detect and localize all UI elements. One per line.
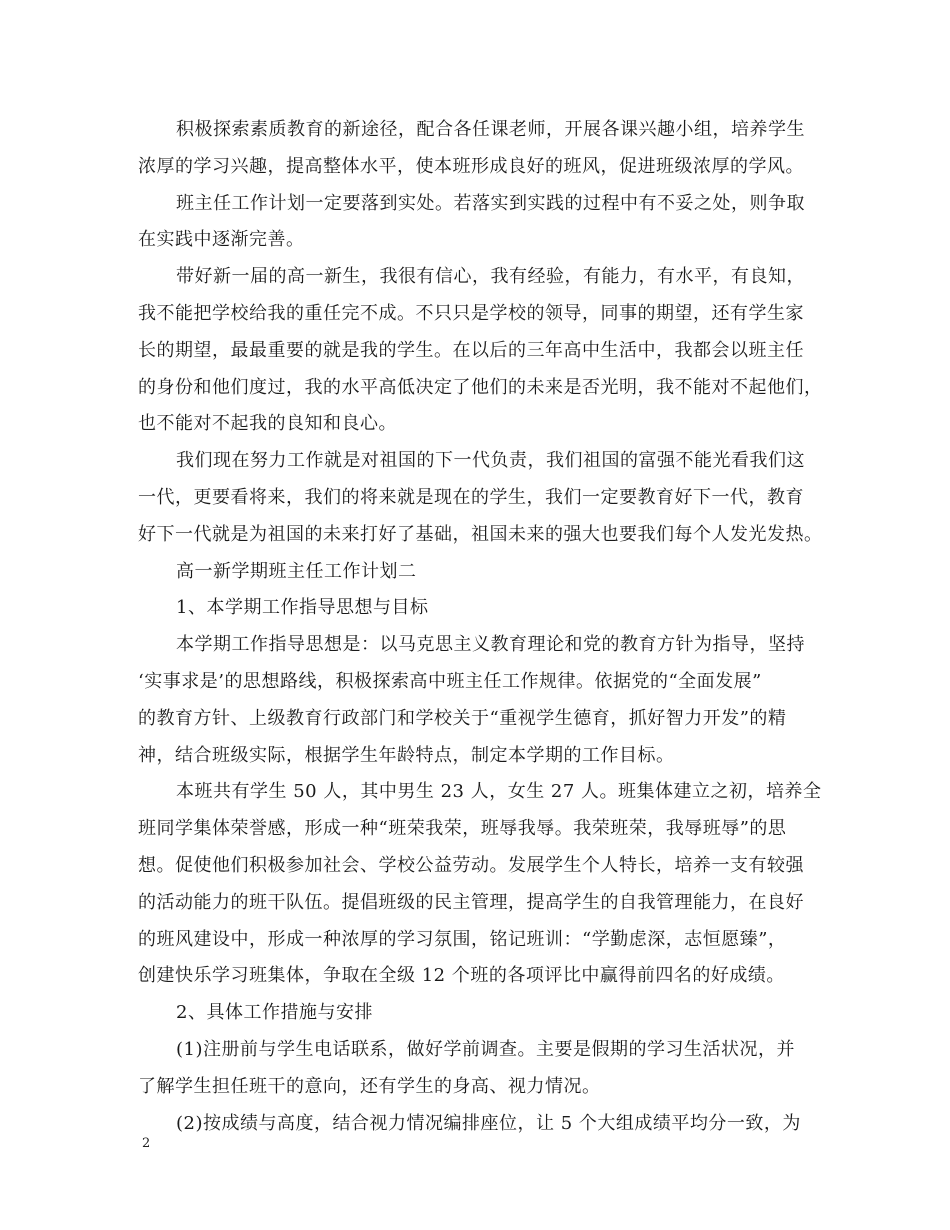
text-line: ‘实事求是’的思想路线，积极探索高中班主任工作规律。依据党的“全面发展” <box>138 670 762 692</box>
text-line: (1)注册前与学生电话联系，做好学前调查。主要是假期的学习生活状况，并 <box>176 1038 795 1060</box>
text-line: 的班风建设中，形成一种浓厚的学习氛围，铭记班训：“学勤虑深，志恒愿臻”， <box>138 928 787 950</box>
text-line: 长的期望，最最重要的就是我的学生。在以后的三年高中生活中，我都会以班主任 <box>138 339 804 361</box>
text-line: 带好新一届的高一新生，我很有信心，我有经验，有能力，有水平，有良知， <box>176 266 805 288</box>
text-line: 积极探索素质教育的新途径，配合各任课老师，开展各课兴趣小组，培养学生 <box>176 119 805 140</box>
text-line: 班主任工作计划一定要落到实处。若落实到实践的过程中有不妥之处，则争取 <box>176 192 805 214</box>
text-line: 了解学生担任班干的意向，还有学生的身高、视力情况。 <box>138 1075 601 1097</box>
page-number: 2 <box>142 1136 151 1151</box>
text-line: 的活动能力的班干队伍。提倡班级的民主管理，提高学生的自我管理能力，在良好 <box>138 891 804 913</box>
text-line: 的教育方针、上级教育行政部门和学校关于“重视学生德育，抓好智力开发”的精 <box>138 707 787 729</box>
section-heading: 1、本学期工作指导思想与目标 <box>176 597 429 619</box>
text-line: 本学期工作指导思想是：以马克思主义教育理论和党的教育方针为指导，坚持 <box>176 634 805 656</box>
text-line: 一代，更要看将来，我们的将来就是现在的学生，我们一定要教育好下一代，教育 <box>138 486 804 508</box>
text-line: 在实践中逐渐完善。 <box>138 229 305 251</box>
text-line: 我们现在努力工作就是对祖国的下一代负责，我们祖国的富强不能光看我们这 <box>176 450 805 472</box>
text-line: 本班共有学生 50 人，其中男生 23 人，女生 27 人。班集体建立之初，培养全 <box>176 781 822 803</box>
text-line: 神，结合班级实际，根据学生年龄特点，制定本学期的工作目标。 <box>138 744 675 766</box>
section-heading: 2、具体工作措施与安排 <box>176 1002 373 1024</box>
text-line: 想。促使他们积极参加社会、学校公益劳动。发展学生个人特长，培养一支有较强 <box>138 854 804 876</box>
text-line: 好下一代就是为祖国的未来打好了基础，祖国未来的强大也要我们每个人发光发热。 <box>138 523 823 545</box>
text-line: 的身份和他们度过，我的水平高低决定了他们的未来是否光明，我不能对不起他们， <box>138 376 823 398</box>
section-heading: 高一新学期班主任工作计划二 <box>176 560 417 582</box>
text-line: 班同学集体荣誉感，形成一种“班荣我荣，班辱我辱。我荣班荣，我辱班辱”的思 <box>138 818 787 840</box>
text-line: 浓厚的学习兴趣，提高整体水平，使本班形成良好的班风，促进班级浓厚的学风。 <box>138 155 804 177</box>
text-line: 也不能对不起我的良知和良心。 <box>138 413 397 435</box>
text-line: 创建快乐学习班集体，争取在全级 12 个班的各项评比中赢得前四名的好成绩。 <box>138 965 785 987</box>
text-line: 我不能把学校给我的重任完不成。不只只是学校的领导，同事的期望，还有学生家 <box>138 302 804 324</box>
document-body <box>138 112 823 1142</box>
text-line: (2)按成绩与高度，结合视力情况编排座位，让 5 个大组成绩平均分一致，为 <box>176 1112 801 1134</box>
